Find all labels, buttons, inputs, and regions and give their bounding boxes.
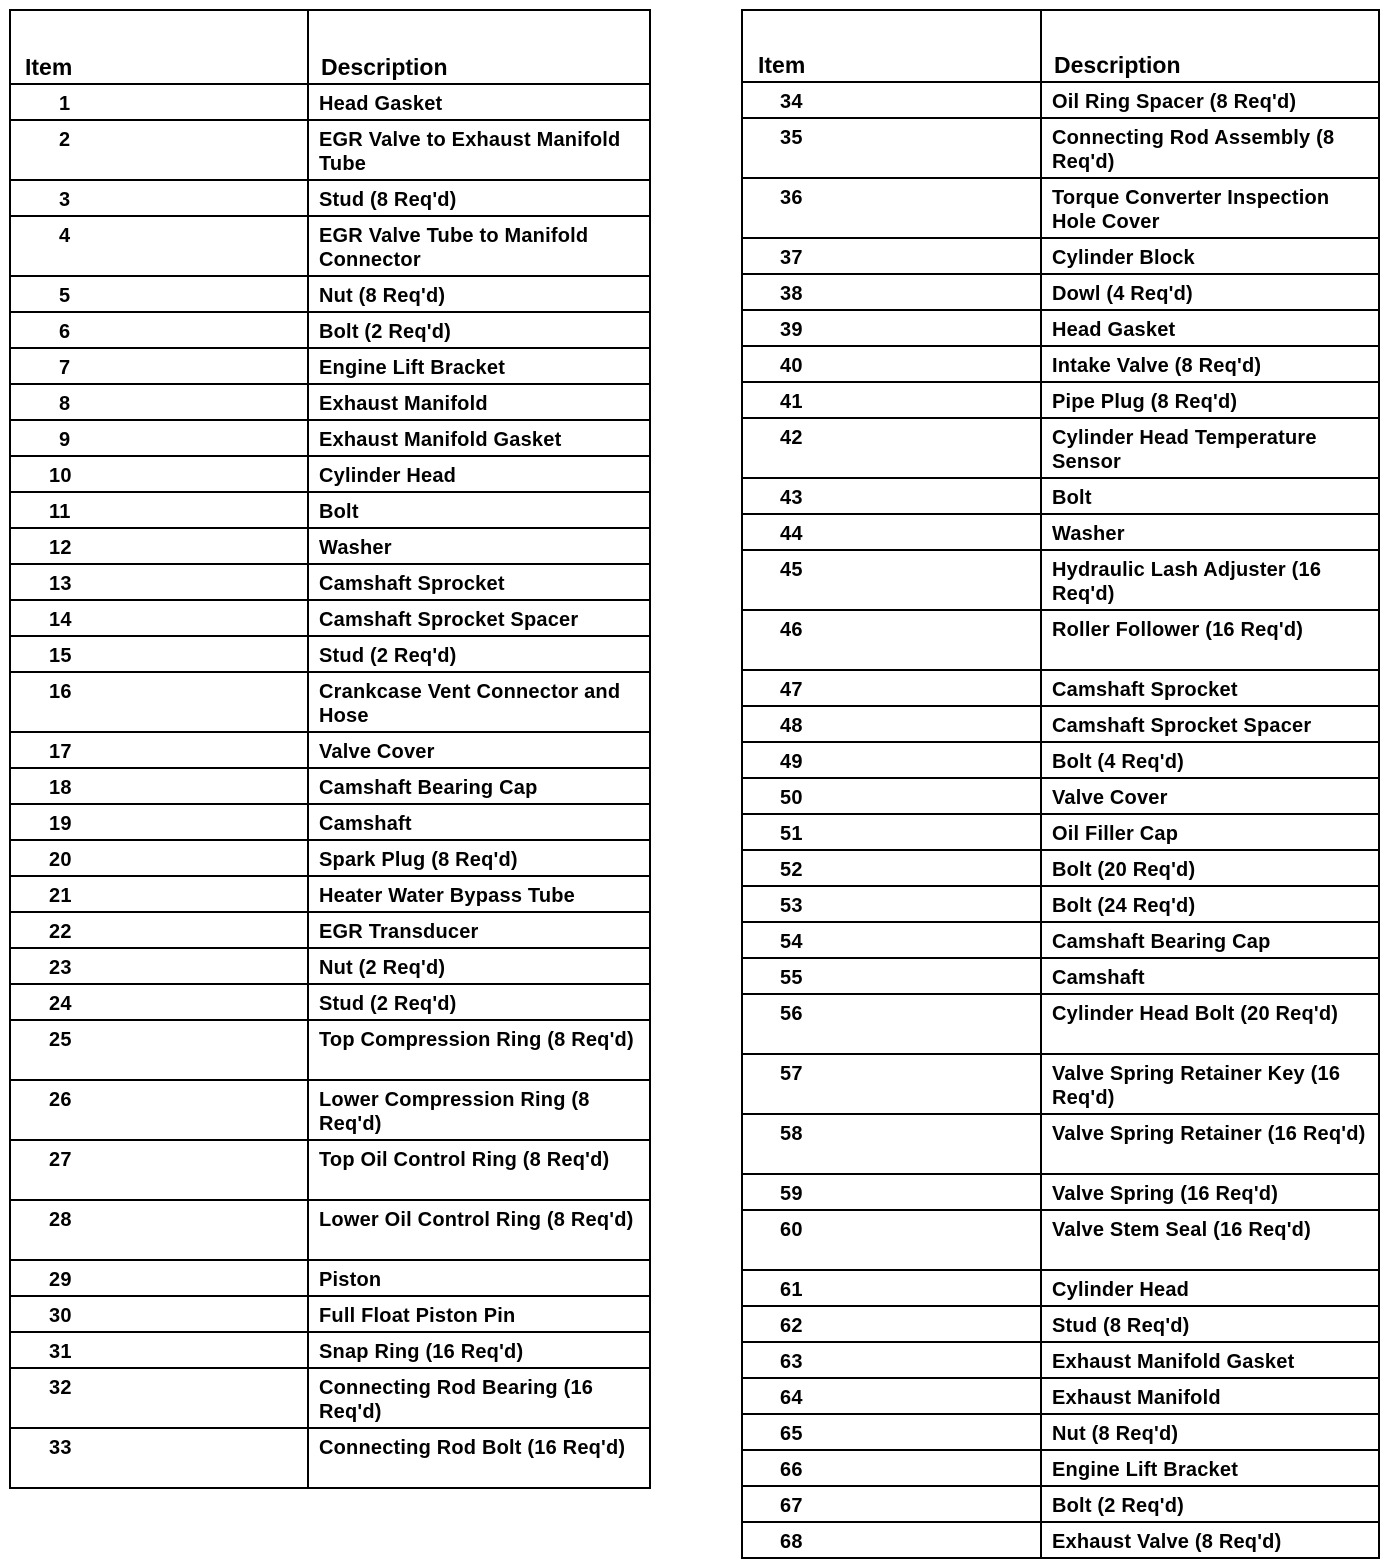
item-number: 19 xyxy=(10,804,308,840)
item-description: Cylinder Head Temperature Sensor xyxy=(1041,418,1379,478)
item-description: Exhaust Manifold xyxy=(308,384,650,420)
table-row xyxy=(742,1054,1379,1114)
table-row xyxy=(742,742,1379,778)
item-number: 46 xyxy=(742,610,1041,670)
table-row xyxy=(10,672,650,732)
item-number: 62 xyxy=(742,1306,1041,1342)
table-row xyxy=(742,274,1379,310)
table-row xyxy=(742,1378,1379,1414)
item-description: EGR Valve Tube to Manifold Connector xyxy=(308,216,650,276)
item-description: Connecting Rod Assembly (8 Req'd) xyxy=(1041,118,1379,178)
item-number: 44 xyxy=(742,514,1041,550)
table-row xyxy=(742,1522,1379,1558)
item-number: 55 xyxy=(742,958,1041,994)
table-row xyxy=(742,994,1379,1054)
item-description: Valve Spring Retainer Key (16 Req'd) xyxy=(1041,1054,1379,1114)
table-row xyxy=(742,1210,1379,1270)
item-description: Camshaft xyxy=(308,804,650,840)
item-number: 13 xyxy=(10,564,308,600)
item-description: Pipe Plug (8 Req'd) xyxy=(1041,382,1379,418)
table-row xyxy=(742,514,1379,550)
item-description: Top Oil Control Ring (8 Req'd) xyxy=(308,1140,650,1200)
item-description: Full Float Piston Pin xyxy=(308,1296,650,1332)
item-description: Hydraulic Lash Adjuster (16 Req'd) xyxy=(1041,550,1379,610)
table-row xyxy=(10,420,650,456)
table-row xyxy=(10,492,650,528)
item-number: 18 xyxy=(10,768,308,804)
item-description: Camshaft Sprocket xyxy=(308,564,650,600)
item-number: 31 xyxy=(10,1332,308,1368)
item-number: 47 xyxy=(742,670,1041,706)
item-description: Oil Filler Cap xyxy=(1041,814,1379,850)
item-description: Lower Oil Control Ring (8 Req'd) xyxy=(308,1200,650,1260)
table-row xyxy=(10,768,650,804)
item-number: 59 xyxy=(742,1174,1041,1210)
table-row xyxy=(742,178,1379,238)
table-row xyxy=(10,912,650,948)
table-row xyxy=(10,84,650,120)
table-row xyxy=(10,1260,650,1296)
table-row xyxy=(10,564,650,600)
item-number: 26 xyxy=(10,1080,308,1140)
table-row xyxy=(742,310,1379,346)
table-row xyxy=(10,384,650,420)
table-row xyxy=(742,82,1379,118)
item-number: 22 xyxy=(10,912,308,948)
item-description: Valve Cover xyxy=(1041,778,1379,814)
item-description: Exhaust Manifold xyxy=(1041,1378,1379,1414)
table-row xyxy=(10,216,650,276)
item-description: Spark Plug (8 Req'd) xyxy=(308,840,650,876)
item-description: Bolt xyxy=(308,492,650,528)
item-column-header: Item xyxy=(10,10,308,84)
table-row xyxy=(742,922,1379,958)
item-description: Bolt (2 Req'd) xyxy=(1041,1486,1379,1522)
table-row xyxy=(742,1486,1379,1522)
table-row xyxy=(10,348,650,384)
item-description: Camshaft xyxy=(1041,958,1379,994)
item-number: 39 xyxy=(742,310,1041,346)
item-number: 20 xyxy=(10,840,308,876)
item-description: Dowl (4 Req'd) xyxy=(1041,274,1379,310)
table-row xyxy=(742,418,1379,478)
table-row xyxy=(742,814,1379,850)
table-row xyxy=(742,670,1379,706)
item-description: Camshaft Sprocket Spacer xyxy=(1041,706,1379,742)
item-number: 65 xyxy=(742,1414,1041,1450)
table-row xyxy=(10,120,650,180)
item-description: Cylinder Head xyxy=(308,456,650,492)
item-number: 5 xyxy=(10,276,308,312)
item-description: Head Gasket xyxy=(1041,310,1379,346)
item-number: 42 xyxy=(742,418,1041,478)
item-description: Nut (8 Req'd) xyxy=(1041,1414,1379,1450)
parts-table-right xyxy=(741,9,1380,1559)
item-number: 53 xyxy=(742,886,1041,922)
item-number: 54 xyxy=(742,922,1041,958)
table-row xyxy=(742,1450,1379,1486)
table-row xyxy=(10,840,650,876)
item-description: Cylinder Block xyxy=(1041,238,1379,274)
header-row xyxy=(10,10,650,84)
item-description: Cylinder Head xyxy=(1041,1270,1379,1306)
table-row xyxy=(10,1140,650,1200)
item-description: Camshaft Sprocket Spacer xyxy=(308,600,650,636)
item-description: Cylinder Head Bolt (20 Req'd) xyxy=(1041,994,1379,1054)
table-row xyxy=(10,1296,650,1332)
item-description: Stud (8 Req'd) xyxy=(1041,1306,1379,1342)
item-number: 29 xyxy=(10,1260,308,1296)
item-number: 56 xyxy=(742,994,1041,1054)
item-description: Valve Spring Retainer (16 Req'd) xyxy=(1041,1114,1379,1174)
item-number: 52 xyxy=(742,850,1041,886)
item-number: 9 xyxy=(10,420,308,456)
item-description: Engine Lift Bracket xyxy=(308,348,650,384)
item-number: 25 xyxy=(10,1020,308,1080)
item-number: 12 xyxy=(10,528,308,564)
item-number: 27 xyxy=(10,1140,308,1200)
table-row xyxy=(742,706,1379,742)
item-description: Valve Spring (16 Req'd) xyxy=(1041,1174,1379,1210)
item-number: 35 xyxy=(742,118,1041,178)
table-row xyxy=(10,528,650,564)
table-row xyxy=(742,1414,1379,1450)
item-number: 68 xyxy=(742,1522,1041,1558)
item-description: Crankcase Vent Connector and Hose xyxy=(308,672,650,732)
item-description: Connecting Rod Bearing (16 Req'd) xyxy=(308,1368,650,1428)
item-number: 40 xyxy=(742,346,1041,382)
table-row xyxy=(10,804,650,840)
table-row xyxy=(742,1270,1379,1306)
item-number: 67 xyxy=(742,1486,1041,1522)
item-number: 43 xyxy=(742,478,1041,514)
item-description: Intake Valve (8 Req'd) xyxy=(1041,346,1379,382)
table-row xyxy=(742,478,1379,514)
header-row xyxy=(742,10,1379,82)
item-number: 61 xyxy=(742,1270,1041,1306)
item-number: 63 xyxy=(742,1342,1041,1378)
item-number: 3 xyxy=(10,180,308,216)
item-description: Oil Ring Spacer (8 Req'd) xyxy=(1041,82,1379,118)
item-number: 66 xyxy=(742,1450,1041,1486)
table-row xyxy=(742,118,1379,178)
table-row xyxy=(742,610,1379,670)
table-row xyxy=(10,636,650,672)
item-description: Bolt (20 Req'd) xyxy=(1041,850,1379,886)
item-number: 57 xyxy=(742,1054,1041,1114)
item-number: 37 xyxy=(742,238,1041,274)
item-description: Bolt (4 Req'd) xyxy=(1041,742,1379,778)
item-description: Exhaust Valve (8 Req'd) xyxy=(1041,1522,1379,1558)
item-description: Torque Converter Inspection Hole Cover xyxy=(1041,178,1379,238)
item-number: 41 xyxy=(742,382,1041,418)
item-description: Stud (8 Req'd) xyxy=(308,180,650,216)
table-row xyxy=(10,456,650,492)
item-number: 6 xyxy=(10,312,308,348)
item-number: 48 xyxy=(742,706,1041,742)
item-description: Washer xyxy=(1041,514,1379,550)
item-number: 32 xyxy=(10,1368,308,1428)
item-number: 34 xyxy=(742,82,1041,118)
item-description: Engine Lift Bracket xyxy=(1041,1450,1379,1486)
item-description: Heater Water Bypass Tube xyxy=(308,876,650,912)
parts-table-left xyxy=(9,9,651,1489)
table-row xyxy=(10,1428,650,1488)
table-row xyxy=(10,1368,650,1428)
item-description: Valve Stem Seal (16 Req'd) xyxy=(1041,1210,1379,1270)
item-number: 1 xyxy=(10,84,308,120)
item-description: Bolt xyxy=(1041,478,1379,514)
table-row xyxy=(742,1342,1379,1378)
table-row xyxy=(10,180,650,216)
item-description: Head Gasket xyxy=(308,84,650,120)
item-number: 50 xyxy=(742,778,1041,814)
item-number: 36 xyxy=(742,178,1041,238)
table-row xyxy=(10,876,650,912)
item-number: 8 xyxy=(10,384,308,420)
table-row xyxy=(10,312,650,348)
table-row xyxy=(742,1174,1379,1210)
item-number: 23 xyxy=(10,948,308,984)
table-row xyxy=(742,238,1379,274)
table-row xyxy=(742,850,1379,886)
table-row xyxy=(742,886,1379,922)
item-description: Nut (2 Req'd) xyxy=(308,948,650,984)
item-description: Bolt (24 Req'd) xyxy=(1041,886,1379,922)
table-row xyxy=(10,1080,650,1140)
item-number: 14 xyxy=(10,600,308,636)
item-description: Camshaft Sprocket xyxy=(1041,670,1379,706)
item-description: Camshaft Bearing Cap xyxy=(308,768,650,804)
table-row xyxy=(10,600,650,636)
table-row xyxy=(10,1200,650,1260)
item-number: 2 xyxy=(10,120,308,180)
table-row xyxy=(10,732,650,768)
item-number: 4 xyxy=(10,216,308,276)
item-number: 49 xyxy=(742,742,1041,778)
table-row xyxy=(742,1306,1379,1342)
item-number: 10 xyxy=(10,456,308,492)
item-description: Lower Compression Ring (8 Req'd) xyxy=(308,1080,650,1140)
description-column-header: Description xyxy=(308,10,650,84)
table-row xyxy=(10,948,650,984)
item-column-header: Item xyxy=(742,10,1041,82)
table-row xyxy=(742,1114,1379,1174)
item-description: Stud (2 Req'd) xyxy=(308,984,650,1020)
item-number: 7 xyxy=(10,348,308,384)
table-row xyxy=(742,958,1379,994)
item-number: 60 xyxy=(742,1210,1041,1270)
table-row xyxy=(742,346,1379,382)
item-description: Washer xyxy=(308,528,650,564)
item-number: 38 xyxy=(742,274,1041,310)
item-description: EGR Valve to Exhaust Manifold Tube xyxy=(308,120,650,180)
item-description: Valve Cover xyxy=(308,732,650,768)
item-number: 16 xyxy=(10,672,308,732)
item-description: Top Compression Ring (8 Req'd) xyxy=(308,1020,650,1080)
item-number: 21 xyxy=(10,876,308,912)
item-description: EGR Transducer xyxy=(308,912,650,948)
item-description: Bolt (2 Req'd) xyxy=(308,312,650,348)
item-number: 15 xyxy=(10,636,308,672)
item-number: 17 xyxy=(10,732,308,768)
item-description: Nut (8 Req'd) xyxy=(308,276,650,312)
table-row xyxy=(742,778,1379,814)
table-row xyxy=(742,382,1379,418)
item-description: Snap Ring (16 Req'd) xyxy=(308,1332,650,1368)
item-description: Exhaust Manifold Gasket xyxy=(308,420,650,456)
item-number: 28 xyxy=(10,1200,308,1260)
item-number: 58 xyxy=(742,1114,1041,1174)
item-number: 51 xyxy=(742,814,1041,850)
item-description: Stud (2 Req'd) xyxy=(308,636,650,672)
item-description: Camshaft Bearing Cap xyxy=(1041,922,1379,958)
table-row xyxy=(742,550,1379,610)
table-row xyxy=(10,1332,650,1368)
table-row xyxy=(10,276,650,312)
item-number: 64 xyxy=(742,1378,1041,1414)
item-number: 33 xyxy=(10,1428,308,1488)
table-row xyxy=(10,984,650,1020)
item-description: Piston xyxy=(308,1260,650,1296)
item-number: 30 xyxy=(10,1296,308,1332)
description-column-header: Description xyxy=(1041,10,1379,82)
item-number: 24 xyxy=(10,984,308,1020)
item-description: Roller Follower (16 Req'd) xyxy=(1041,610,1379,670)
table-row xyxy=(10,1020,650,1080)
item-number: 11 xyxy=(10,492,308,528)
item-description: Exhaust Manifold Gasket xyxy=(1041,1342,1379,1378)
item-number: 45 xyxy=(742,550,1041,610)
item-description: Connecting Rod Bolt (16 Req'd) xyxy=(308,1428,650,1488)
